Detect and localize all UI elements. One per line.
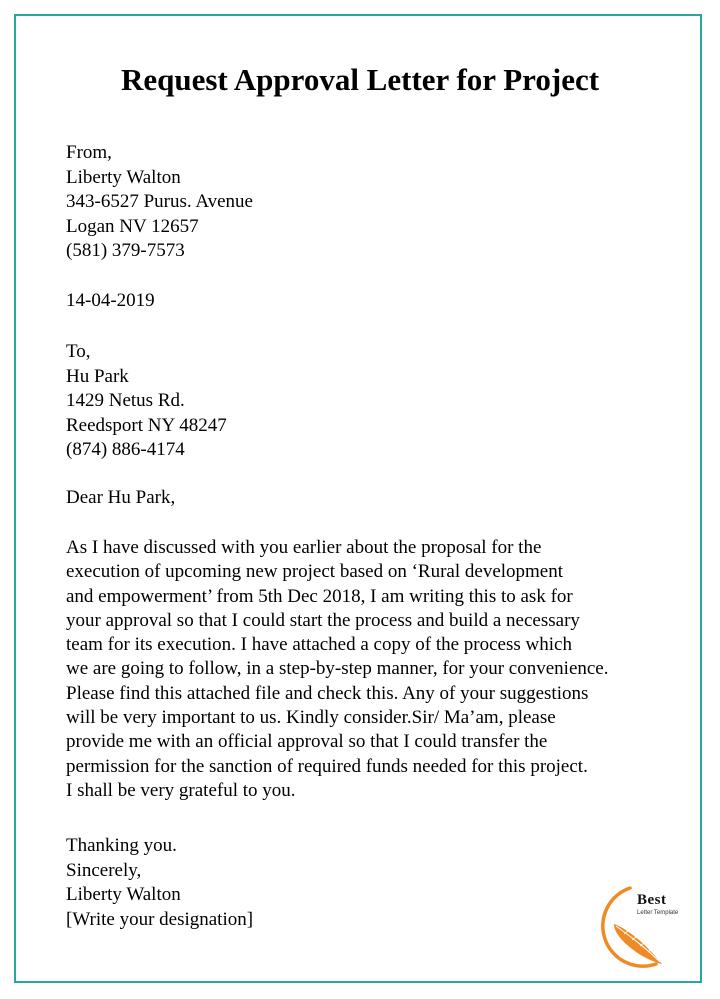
recipient-street: 1429 Netus Rd. [66, 390, 185, 411]
body-line: provide me with an official approval so that I could transfer the [66, 731, 548, 753]
brand-logo [596, 884, 696, 974]
recipient-phone: (874) 886-4174 [66, 439, 185, 460]
body-line: As I have discussed with you earlier about the proposal for the [66, 537, 542, 558]
from-heading: From, [66, 142, 112, 163]
closing-designation: [Write your designation] [66, 908, 254, 930]
sender-city: Logan NV 12657 [66, 215, 199, 237]
sender-phone: (581) 379-7573 [66, 240, 185, 261]
closing-sign-off: Sincerely, [66, 859, 142, 881]
to-heading: To, [66, 341, 91, 362]
logo-wordmark: Best [637, 892, 667, 908]
sender-name: Liberty Walton [66, 166, 181, 188]
salutation-block [66, 486, 175, 511]
body-line: I shall be very grateful to you. [66, 779, 296, 801]
sender-street: 343-6527 Purus. Avenue [66, 191, 253, 212]
recipient-block [66, 340, 227, 463]
letter-body [66, 536, 666, 803]
body-line: will be very important to us. Kindly consider.Sir/ Ma’am, please [66, 707, 556, 729]
logo-tagline: Letter Template [637, 910, 679, 916]
body-line: team for its execution. I have attached a copy of the process which [66, 634, 572, 656]
salutation: Dear Hu Park, [66, 487, 176, 508]
recipient-city: Reedsport NY 48247 [66, 414, 227, 436]
closing-thanks: Thanking you. [66, 835, 177, 856]
body-line: and empowerment’ from 5th Dec 2018, I am writing this to ask for [66, 585, 573, 607]
closing-name: Liberty Walton [66, 884, 181, 905]
body-line: Please find this attached file and check this. Any of your suggestions [66, 682, 589, 704]
sender-block [66, 141, 253, 264]
letter-date: 14-04-2019 [66, 290, 155, 311]
body-line: your approval so that I could start the process and build a necessary [66, 609, 580, 631]
body-line: execution of upcoming new project based on ‘Rural development [66, 561, 564, 583]
body-line: we are going to follow, in a step-by-step manner, for your convenience. [66, 658, 609, 680]
closing-block [66, 834, 253, 932]
body-line: permission for the sanction of required funds needed for this project. [66, 755, 588, 777]
recipient-name: Hu Park [66, 365, 129, 387]
letter-title: Request Approval Letter for Project [120, 62, 600, 97]
date-block [66, 289, 155, 314]
